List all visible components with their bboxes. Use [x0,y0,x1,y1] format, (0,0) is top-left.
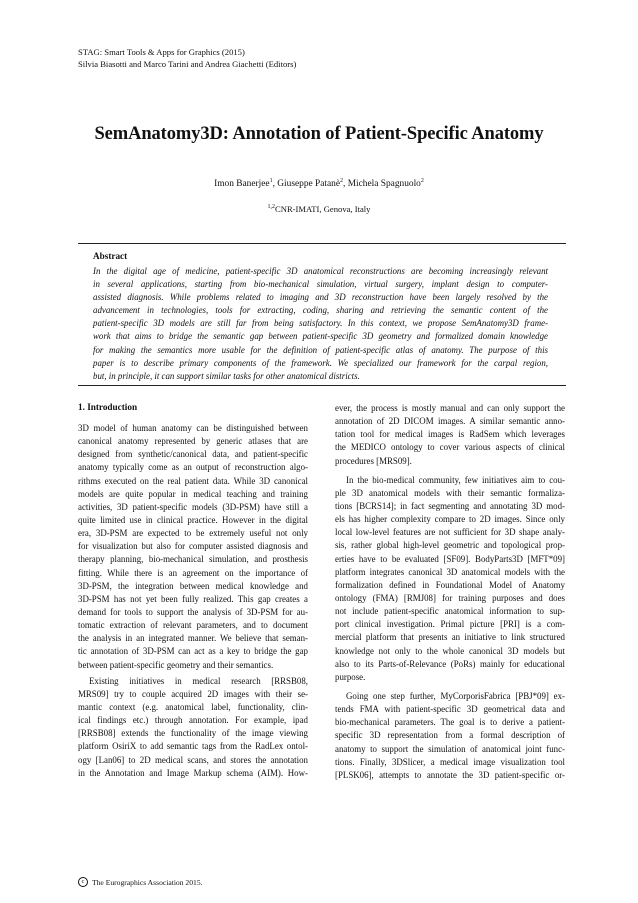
body-line: therapy planning, bio-mechanical simulation, and prosthesis [78,554,308,565]
abstract-line: work that aims to bridge the semantic gap between patient-specific 3D geometry and formalized domain knowledge [93,331,548,342]
body-line: rithms executed on the real patient data. While 3D canonical [78,475,308,486]
body-line: designed from synthetic/canonical data, and patient-specific [78,449,308,460]
body-line: specific 3D representation from a formal description of [335,730,565,741]
body-line: activities, 3D patient-specific models (3D-PSM) have still a [78,501,308,512]
body-line: ontology (FMA) [RMJ08] for training purposes and does [335,592,565,603]
body-line: bio-mechanical parameters. The goal is to derive a patient- [335,717,565,728]
body-line: tation tool for medical images is RadSem which leverages [335,429,565,440]
abstract-line: patient-specific 3D models are still far from being satisfactory. In this context, we propose SemAnatomy3D frame- [93,318,548,329]
abstract-line: for making the semantics more usable for the definition of patient-specific atlas of anatomy. The purpose of this [93,344,548,355]
body-line: tomatic extraction of relevant parameters, and to document [78,620,308,631]
paper-title: SemAnatomy3D: Annotation of Patient-Specific Anatomy [94,124,544,144]
body-line: els has higher complexity compare to 2D images. Since only [335,514,565,525]
body-line: not include patient-specific anatomical information to sup- [335,606,565,617]
author-name: , Michela Spagnuolo [343,179,421,189]
body-line: ever, the process is mostly manual and can only support the [335,403,565,413]
footer-text: The Eurographics Association 2015. [92,877,203,887]
body-line: fitting. While there is an agreement on the importance of [78,567,308,578]
left-column [78,402,308,780]
author-sup: 1 [269,177,273,184]
body-line: local low-level features are not sufficient for 3D shape analy- [335,527,565,538]
affiliation-sup: 1,2 [267,204,276,211]
abstract-line: advancement in technologies, tools for extracting, coding, sharing and retrieving the semantic content of the [93,305,548,316]
body-line: the analysis in an integrated manner. We believe that seman- [78,633,308,644]
body-line: platform integrates canonical 3D anatomical models with the [335,566,565,577]
body-line: platform OsiriX to add semantic tags from the RadLex ontol- [78,741,308,752]
author-name: Imon Banerjee [214,179,270,189]
editors-line: Silvia Biasotti and Marco Tarini and Andrea Giachetti (Editors) [78,58,297,69]
venue-line: STAG: Smart Tools & Apps for Graphics (2015) [78,47,245,57]
body-line: mantic context (e.g. anatomical label, functionality, clin- [78,701,308,712]
body-line: sis, rather global high-level geometric and topological prop- [335,540,565,551]
body-line: anatomy typically come as an output of reconstruction algo- [78,462,308,473]
body-line: tends FMA with patient-specific 3D geometrical data and [335,704,565,715]
journal-header [78,47,296,70]
body-line: MRS09] try to couple acquired 2D images with their se- [78,688,308,699]
author-name: , Giuseppe Patanè [272,179,341,189]
body-line: purpose. [335,671,366,682]
author-sup: 2 [340,177,344,184]
body-line: annotation of 2D DICOM images. A similar semantic anno- [335,416,565,427]
body-line: 3D-PSM, the integration between medical knowledge and [78,580,308,591]
section-title: 1. Introduction [78,402,138,412]
body-line: port clinical investigation. Primal picture [PRI] is a com- [335,619,565,630]
body-line: canonical anatomy represented by generic atlases that are [78,436,308,447]
body-line: erties have to be evaluated [SF09]. BodyParts3D [MFT*09] [335,553,565,564]
abstract-bottom-rule [78,385,566,386]
body-line: procedures [MRS09]. [335,455,412,466]
abstract-line: in several applications, starting from bio-mechanical simulation, virtual surgery, implant design to computer- [93,279,548,290]
abstract-top-rule [78,243,566,244]
body-line: tions. Finally, 3DSlicer, a medical image visualization tool [335,756,565,767]
body-line: tions [BCRS14]; in fact segmenting and annotating 3D mod- [335,500,565,511]
author-list [0,179,638,189]
body-line: ical findings etc.) through annotation. For example, ipad [78,715,308,726]
body-line: [RRSB08] extends the functionality of the image viewing [78,728,308,739]
abstract-line: paper is to describe primary components of the framework. We specialized our framework for the carpal region, [93,357,548,368]
abstract-line: but, in principle, it can support similar tasks for other anatomical districts. [93,370,360,381]
body-line: for visualization but also for computer assisted diagnosis and [78,541,308,552]
affiliation [0,204,638,214]
body-line: 3D model of human anatomy can be distinguished between [78,423,308,433]
affiliation-text: CNR-IMATI, Genova, Italy [275,204,371,214]
abstract-line: In the digital age of medicine, patient-specific 3D anatomical reconstructions are becoming increasingly relevant [93,266,548,276]
body-line: models are quite popular in medical teaching and training [78,488,308,499]
right-column [335,402,565,782]
body-line: In the bio-medical community, few initiatives aim to cou- [346,474,565,485]
abstract-body [93,265,548,383]
body-line: mercial platform that presents an initiative to link structured [335,632,565,643]
body-line: the MEDICO ontology to cover various aspects of clinical [335,442,565,453]
body-line: 3D-PSM has not yet been fully realized. This gap creates a [78,593,308,604]
author-sup: 2 [420,177,424,184]
copyright-icon: c [78,877,88,887]
body-line: Existing initiatives in medical research [RRSB08, [89,675,308,686]
abstract-heading: Abstract [93,251,128,261]
body-line: formalization defined in Foundational Model of Anatomy [335,579,565,590]
body-line: in the Annotation and Image Markup schema (AIM). How- [78,767,308,778]
abstract-line: assisted diagnosis. While problems related to imaging and 3D reconstruction have been largely resolved by the [93,292,548,303]
footer [78,877,203,887]
body-line: anatomy to support the simulation of anatomical joint func- [335,743,565,754]
body-line: between patient-specific geometry and their semantics. [78,659,274,670]
body-line: knowledge not only to the whole canonical 3D models but [335,645,565,656]
body-line: ple 3D anatomical models with their semantic formaliza- [335,487,565,498]
body-line: era, 3D-PSM are expected to be extremely useful not only [78,528,308,539]
body-line: ogy [Lan06] to 2D medical scans, and stores the annotation [78,754,308,765]
body-line: tic annotation of 3D-PSM can act as a key to bridge the gap [78,646,308,657]
body-line: demand for tools to support the analysis of 3D-PSM for au- [78,606,308,617]
body-line: quite limited use in clinical practice. However in the digital [78,514,308,525]
body-line: [PLSK06], attempts to annotate the 3D patient-specific or- [335,769,565,780]
body-line: Going one step further, MyCorporisFabrica [PBJ*09] ex- [346,690,565,701]
body-line: also to its Parts-of-Relevance (PoRs) mainly for educational [335,658,565,669]
